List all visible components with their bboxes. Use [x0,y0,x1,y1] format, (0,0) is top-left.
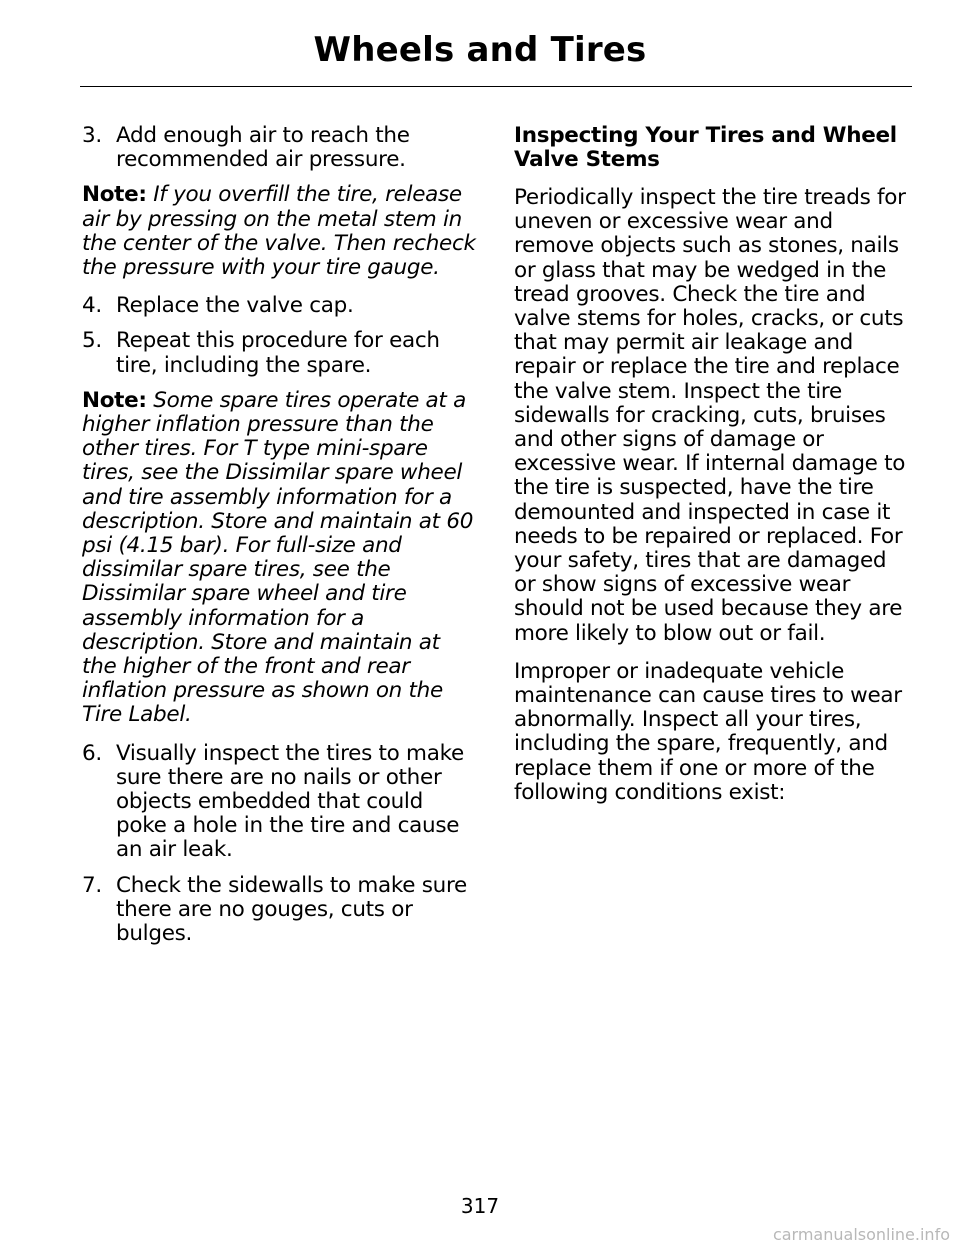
left-column [82,124,478,957]
step-5 [82,329,478,377]
section-heading: Inspecting Your Tires and Wheel Valve Stems [514,123,897,172]
step-number: 5. [82,328,102,354]
step-number: 3. [82,123,102,148]
note-text: Some spare tires operate at a higher inflation pressure than the other tires. For T type mini-spare tires, see the Dissimilar spare wheel and tire assembly information for a description. Store and maintain at 60 psi (4.15 bar). For full-size and dissimilar spare tires, see the Dissimilar spare wheel and tire assembly information for a description. Store and maintain at the higher of the front and rear inflation pressure as shown on the Tire Label. [82,387,474,728]
right-column [514,124,912,819]
page-title: Wheels and Tires [313,30,647,70]
step-4 [82,294,478,318]
watermark: carmanualsonline.info [772,1225,950,1244]
step-text: Repeat this procedure for each tire, including the spare. [116,328,440,378]
paragraph-inspection: Periodically inspect the tire treads for uneven or excessive wear and remove objects such as stones, nails or glass that may be wedged in the tread grooves. Check the tire and valve stems for holes, cracks, or cuts that may permit air leakage and repair or replace the tire and replace the valve stem. Inspect the tire sidewalls for cracking, cuts, bruises and other signs of damage or excessive wear. If internal damage to the tire is suspected, have the tire demounted and inspected in case it needs to be repaired or replaced. For your safety, tires that are damaged or show signs of excessive wear should not be used because they are more likely to blow out or fail. [514,185,906,646]
step-text: Visually inspect the tires to make sure there are no nails or other objects embedded that could poke a hole in the tire and cause an air leak. [116,740,464,863]
step-text: Replace the valve cap. [116,293,354,319]
paragraph-maintenance: Improper or inadequate vehicle maintenance can cause tires to wear abnormally. Inspect all your tires, including the spare, frequently, and replace them if one or more of the following conditions exist: [514,658,902,805]
page-number: 317 [460,1194,500,1218]
step-text: Check the sidewalls to make sure there are no gouges, cuts or bulges. [116,872,467,947]
header-divider [80,86,912,87]
step-3 [82,124,478,172]
step-number: 6. [82,740,102,766]
step-6 [82,742,478,863]
step-text: Add enough air to reach the recommended air pressure. [116,123,410,173]
note-label: Note: [82,182,147,208]
step-number: 7. [82,872,102,898]
step-number: 4. [82,293,102,319]
note-label: Note: [82,387,147,413]
note-text: If you overfill the tire, release air by pressing on the metal stem in the center of the valve. Then recheck the pressure with your tire gauge. [82,182,476,281]
note-overfill [82,183,478,280]
step-7 [82,874,478,947]
note-spare-tires [82,389,478,728]
